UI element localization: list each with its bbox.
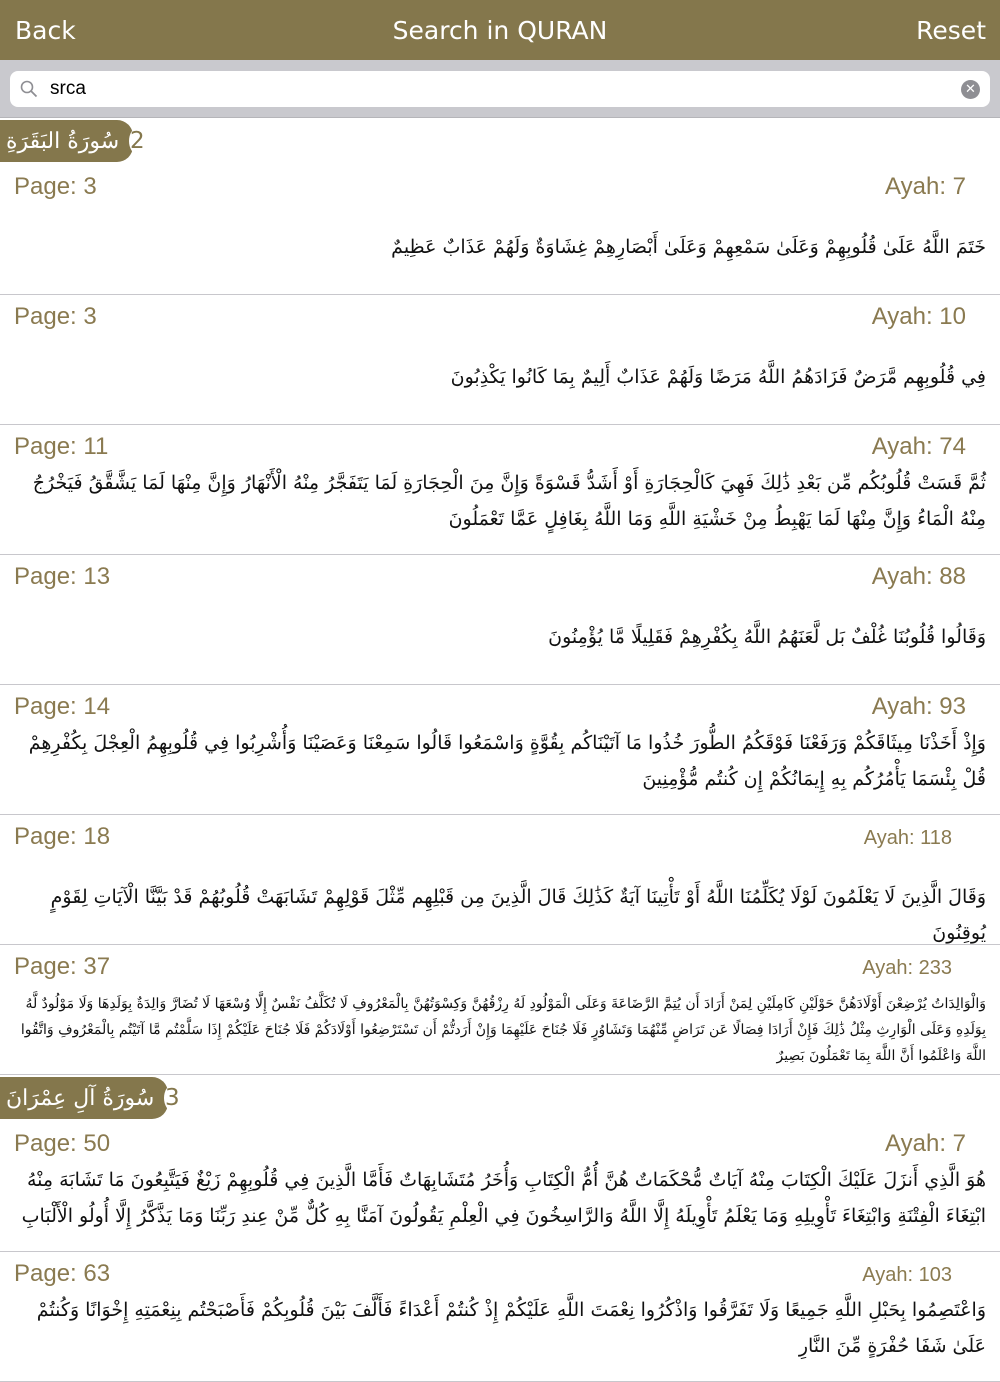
surah-name-label: سُورَةُ البَقَرَةِ	[0, 120, 133, 162]
ayah-text: وَاعْتَصِمُوا بِحَبْلِ اللَّهِ جَمِيعًا وَلَا تَفَرَّقُوا وَاذْكُرُوا نِعْمَتَ اللَّهِ عَلَيْكُمْ إِذْ كُنتُمْ أَعْدَاءً فَأَلَّفَ بَيْنَ قُلُوبِكُمْ فَأَصْبَحْتُم بِنِعْمَتِهِ إِخْوَانًا وَكُنتُمْ عَلَىٰ شَفَا حُفْرَةٍ مِّنَ النَّارِ	[36, 1299, 986, 1357]
ayah-number-label: Ayah: 7	[885, 173, 966, 200]
ayah-text: هُوَ الَّذِي أَنزَلَ عَلَيْكَ الْكِتَابَ مِنْهُ آيَاتٌ مُّحْكَمَاتٌ هُنَّ أُمُّ الْكِتَابِ وَأُخَرُ مُتَشَابِهَاتٌ فَأَمَّا الَّذِينَ فِي قُلُوبِهِمْ زَيْغٌ فَيَتَّبِعُونَ مَا تَشَابَهَ مِنْهُ ابْتِغَاءَ الْفِتْنَةِ وَابْتِغَاءَ تَأْوِيلِهِ وَمَا يَعْلَمُ تَأْوِيلَهُ إِلَّا اللَّهُ وَالرَّاسِخُونَ فِي الْعِلْمِ يَقُولُونَ آمَنَّا بِهِ كُلٌّ مِّنْ عِندِ رَبِّنَا وَمَا يَذَّكَّرُ إِلَّا أُولُو الْأَلْبَابِ	[21, 1169, 986, 1227]
ayah-text: خَتَمَ اللَّهُ عَلَىٰ قُلُوبِهِمْ وَعَلَىٰ سَمْعِهِمْ وَعَلَىٰ أَبْصَارِهِمْ غِشَاوَةٌ وَلَهُمْ عَذَابٌ عَظِيمٌ	[391, 236, 986, 258]
results-list[interactable]	[0, 118, 1000, 1382]
surah-number: 2	[130, 128, 145, 154]
ayah-text: وَالْوَالِدَاتُ يُرْضِعْنَ أَوْلَادَهُنَّ حَوْلَيْنِ كَامِلَيْنِ لِمَنْ أَرَادَ أَن يُتِمَّ الرَّضَاعَةَ وَعَلَى الْمَوْلُودِ لَهُ رِزْقُهُنَّ وَكِسْوَتُهُنَّ بِالْمَعْرُوفِ لَا تُكَلَّفُ نَفْسٌ إِلَّا وُسْعَهَا لَا تُضَارَّ وَالِدَةٌ بِوَلَدِهَا وَلَا مَوْلُودٌ لَّهُ بِوَلَدِهِ وَعَلَى الْوَارِثِ مِثْلُ ذَٰلِكَ فَإِنْ أَرَادَا فِصَالًا عَن تَرَاضٍ مِّنْهُمَا وَتَشَاوُرٍ فَلَا جُنَاحَ عَلَيْهِمَا وَإِنْ أَرَدتُّمْ أَن تَسْتَرْضِعُوا أَوْلَادَكُمْ فَلَا جُنَاحَ عَلَيْكُمْ إِذَا سَلَّمْتُم مَّا آتَيْتُم بِالْمَعْرُوفِ وَاتَّقُوا اللَّهَ وَاعْلَمُوا أَنَّ اللَّهَ بِمَا تَعْمَلُونَ بَصِيرٌ	[20, 996, 986, 1064]
search-result-row[interactable]	[0, 685, 1000, 815]
page-number-label: Page: 14	[14, 693, 111, 720]
search-field[interactable]	[10, 71, 990, 107]
page-number-label: Page: 3	[14, 173, 97, 200]
search-result-row[interactable]	[0, 815, 1000, 945]
search-result-row[interactable]	[0, 425, 1000, 555]
ayah-text: وَقَالُوا قُلُوبُنَا غُلْفٌ بَل لَّعَنَهُمُ اللَّهُ بِكُفْرِهِمْ فَقَلِيلًا مَّا يُؤْمِنُونَ	[548, 626, 986, 648]
ayah-number-label: Ayah: 10	[871, 303, 966, 330]
ayah-text: وَقَالَ الَّذِينَ لَا يَعْلَمُونَ لَوْلَا يُكَلِّمُنَا اللَّهُ أَوْ تَأْتِينَا آيَةٌ كَذَٰلِكَ قَالَ الَّذِينَ مِن قَبْلِهِم مِّثْلَ قَوْلِهِمْ تَشَابَهَتْ قُلُوبُهُمْ قَدْ بَيَّنَّا الْآيَاتِ لِقَوْمٍ يُوقِنُونَ	[50, 886, 986, 944]
search-result-row[interactable]	[0, 945, 1000, 1075]
surah-header	[0, 1075, 1000, 1122]
page-number-label: Page: 11	[14, 433, 109, 460]
ayah-text: ثُمَّ قَسَتْ قُلُوبُكُم مِّن بَعْدِ ذَٰلِكَ فَهِيَ كَالْحِجَارَةِ أَوْ أَشَدُّ قَسْوَةً وَإِنَّ مِنَ الْحِجَارَةِ لَمَا يَتَفَجَّرُ مِنْهُ الْأَنْهَارُ وَإِنَّ مِنْهَا لَمَا يَشَّقَّقُ فَيَخْرُجُ مِنْهُ الْمَاءُ وَإِنَّ مِنْهَا لَمَا يَهْبِطُ مِنْ خَشْيَةِ اللَّهِ وَمَا اللَّهُ بِغَافِلٍ عَمَّا تَعْمَلُونَ	[32, 472, 986, 530]
search-icon	[20, 80, 38, 98]
search-result-row[interactable]	[0, 1252, 1000, 1382]
navigation-bar	[0, 0, 1000, 60]
ayah-number-label: Ayah: 74	[871, 433, 966, 460]
back-button[interactable]: Back	[15, 15, 76, 45]
page-number-label: Page: 37	[14, 953, 111, 980]
page-number-label: Page: 13	[14, 563, 111, 590]
page-number-label: Page: 3	[14, 303, 97, 330]
search-result-row[interactable]	[0, 1122, 1000, 1252]
page-number-label: Page: 50	[14, 1130, 111, 1157]
surah-header	[0, 118, 1000, 165]
ayah-number-label: Ayah: 118	[863, 827, 952, 849]
ayah-number-label: Ayah: 7	[885, 1130, 966, 1157]
reset-button[interactable]: Reset	[916, 15, 986, 45]
ayah-text: وَإِذْ أَخَذْنَا مِيثَاقَكُمْ وَرَفَعْنَا فَوْقَكُمُ الطُّورَ خُذُوا مَا آتَيْنَاكُم بِقُوَّةٍ وَاسْمَعُوا قَالُوا سَمِعْنَا وَعَصَيْنَا وَأُشْرِبُوا فِي قُلُوبِهِمُ الْعِجْلَ بِكُفْرِهِمْ قُلْ بِئْسَمَا يَأْمُرُكُم بِهِ إِيمَانُكُمْ إِن كُنتُم مُّؤْمِنِينَ	[28, 732, 986, 790]
search-result-row[interactable]	[0, 165, 1000, 295]
ayah-text: فِي قُلُوبِهِم مَّرَضٌ فَزَادَهُمُ اللَّهُ مَرَضًا وَلَهُمْ عَذَابٌ أَلِيمٌ بِمَا كَانُوا يَكْذِبُونَ	[450, 366, 986, 388]
search-input[interactable]	[50, 78, 961, 100]
search-bar	[0, 60, 1000, 118]
ayah-number-label: Ayah: 103	[862, 1264, 952, 1286]
page-title: Search in QURAN	[392, 15, 608, 45]
ayah-number-label: Ayah: 233	[862, 957, 952, 979]
clear-search-icon[interactable]: ✕	[961, 80, 980, 99]
surah-name-label: سُورَةُ آلِ عِمْرَانَ	[0, 1077, 168, 1119]
page-number-label: Page: 18	[14, 823, 111, 850]
surah-number: 3	[165, 1085, 180, 1111]
search-result-row[interactable]	[0, 295, 1000, 425]
page-number-label: Page: 63	[14, 1260, 111, 1287]
search-result-row[interactable]	[0, 555, 1000, 685]
ayah-number-label: Ayah: 93	[871, 693, 966, 720]
ayah-number-label: Ayah: 88	[871, 563, 966, 590]
